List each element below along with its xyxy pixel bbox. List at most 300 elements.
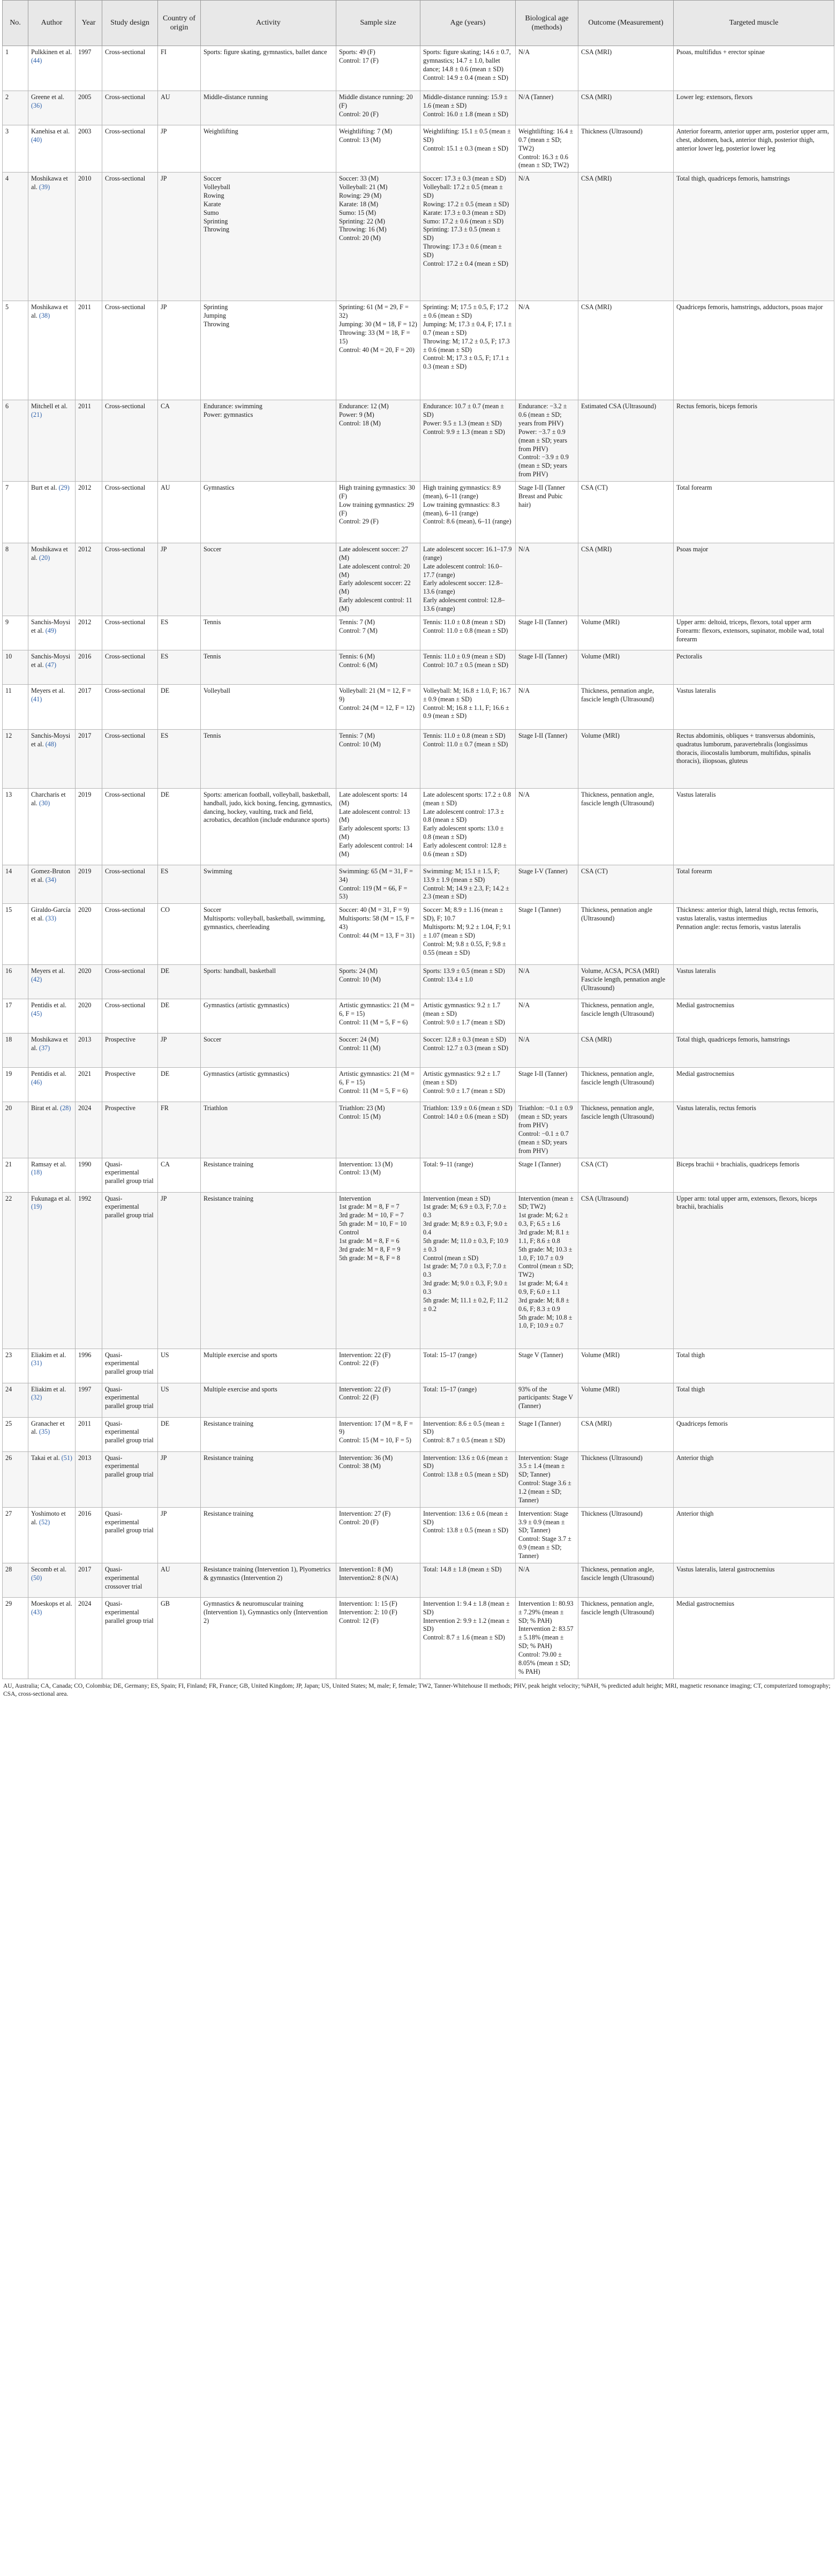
table-footnote: AU, Australia; CA, Canada; CO, Colombia; DE, Germany; ES, Spain; FI, Finland; FR, France; GB, United Kingdom; JP, Japan; US, United States; M, male; F, female; TW2, Tanner-Whitehouse II methods; PHV, peak height velocity; %PAH, % predicted adult height; MRI, magnetic resonance imaging; CT, computerized tomography; CSA, cross-sectional area. xyxy=(3,1682,831,1698)
header-activity: Activity xyxy=(201,1,336,46)
cell-activity: Sports: handball, basketball xyxy=(201,965,336,999)
cell-biological-age: N/A xyxy=(516,543,578,616)
cell-year: 1997 xyxy=(76,46,102,91)
cell-outcome: CSA (CT) xyxy=(578,482,674,543)
cell-sample-size: Tennis: 7 (M) Control: 7 (M) xyxy=(336,616,420,650)
cell-author xyxy=(28,904,76,965)
cell-outcome: Volume (MRI) xyxy=(578,616,674,650)
cell-study-design: Quasi-experimental parallel group trial xyxy=(102,1349,158,1383)
table-row xyxy=(3,1451,834,1507)
cell-outcome: Volume (MRI) xyxy=(578,729,674,788)
cell-study-design: Prospective xyxy=(102,1102,158,1158)
cell-age: Tennis: 11.0 ± 0.8 (mean ± SD) Control: 11.0 ± 0.8 (mean ± SD) xyxy=(420,616,516,650)
cell-author xyxy=(28,543,76,616)
reference-link[interactable]: (48) xyxy=(45,740,57,748)
cell-outcome: Thickness, pennation angle, fascicle length (Ultrasound) xyxy=(578,788,674,865)
cell-study-design: Quasi-experimental parallel group trial xyxy=(102,1417,158,1451)
cell-author xyxy=(28,729,76,788)
header-author: Author xyxy=(28,1,76,46)
cell-sample-size: Soccer: 40 (M = 31, F = 9) Multisports: 58 (M = 15, F = 43) Control: 44 (M = 13, F = 31) xyxy=(336,904,420,965)
cell-author xyxy=(28,616,76,650)
reference-link[interactable]: (47) xyxy=(45,661,57,669)
cell-age: Intervention: 13.6 ± 0.6 (mean ± SD) Control: 13.8 ± 0.5 (mean ± SD) xyxy=(420,1451,516,1507)
table-row xyxy=(3,1417,834,1451)
cell-sample-size: Intervention: 1: 15 (F) Intervention: 2: 10 (F) Control: 12 (F) xyxy=(336,1597,420,1679)
cell-author xyxy=(28,1158,76,1192)
reference-link[interactable]: (28) xyxy=(60,1104,71,1112)
author-name: Eliakim et al. xyxy=(31,1385,66,1393)
cell-activity: Tennis xyxy=(201,616,336,650)
table-row xyxy=(3,125,834,173)
cell-author xyxy=(28,1068,76,1102)
cell-year: 2017 xyxy=(76,684,102,729)
cell-study-design: Quasi-experimental parallel group trial xyxy=(102,1597,158,1679)
header-biological-age: Biological age (methods) xyxy=(516,1,578,46)
reference-link[interactable]: (30) xyxy=(39,799,50,807)
cell-author xyxy=(28,1451,76,1507)
cell-author xyxy=(28,684,76,729)
table-row xyxy=(3,788,834,865)
cell-year: 2019 xyxy=(76,865,102,903)
cell-biological-age: Stage I-II (Tanner) xyxy=(516,729,578,788)
cell-sample-size: Sprinting: 61 (M = 29, F = 32) Jumping: 30 (M = 18, F = 12) Throwing: 33 (M = 18, F = 15) Control: 40 (M = 20, F = 20) xyxy=(336,301,420,400)
cell-author xyxy=(28,865,76,903)
cell-outcome: Volume, ACSA, PCSA (MRI) Fascicle length, pennation angle (Ultrasound) xyxy=(578,965,674,999)
cell-year: 2011 xyxy=(76,1417,102,1451)
reference-link[interactable]: (29) xyxy=(58,484,70,492)
cell-biological-age: Stage I (Tanner) xyxy=(516,1417,578,1451)
cell-sample-size: Intervention: 22 (F) Control: 22 (F) xyxy=(336,1349,420,1383)
cell-age: Intervention: 13.6 ± 0.6 (mean ± SD) Control: 13.8 ± 0.5 (mean ± SD) xyxy=(420,1507,516,1563)
cell-biological-age: Intervention 1: 80.93 ± 7.29% (mean ± SD; % PAH) Intervention 2: 83.57 ± 5.18% (mean ± SD; % PAH) Control: 79.00 ± 8.05% (mean ± SD; % PAH) xyxy=(516,1597,578,1679)
cell-no: 27 xyxy=(3,1507,28,1563)
header-no: No. xyxy=(3,1,28,46)
cell-outcome: Volume (MRI) xyxy=(578,1383,674,1417)
cell-outcome: Thickness, pennation angle, fascicle length (Ultrasound) xyxy=(578,999,674,1034)
reference-link[interactable]: (38) xyxy=(39,312,50,320)
table-row xyxy=(3,1102,834,1158)
cell-no: 7 xyxy=(3,482,28,543)
cell-targeted-muscle: Total thigh, quadriceps femoris, hamstrings xyxy=(674,173,834,301)
reference-link[interactable]: (50) xyxy=(31,1574,42,1582)
cell-biological-age: Stage I (Tanner) xyxy=(516,1158,578,1192)
cell-no: 21 xyxy=(3,1158,28,1192)
cell-country: JP xyxy=(158,1034,201,1068)
author-name: Moshikawa et al. xyxy=(31,545,68,561)
cell-age: Tennis: 11.0 ± 0.8 (mean ± SD) Control: 11.0 ± 0.7 (mean ± SD) xyxy=(420,729,516,788)
reference-link[interactable]: (39) xyxy=(39,183,50,191)
cell-year: 2011 xyxy=(76,301,102,400)
cell-study-design: Cross-sectional xyxy=(102,616,158,650)
cell-year: 2020 xyxy=(76,904,102,965)
table-row xyxy=(3,904,834,965)
cell-country: JP xyxy=(158,543,201,616)
cell-age: Weightlifting: 15.1 ± 0.5 (mean ± SD) Control: 15.1 ± 0.3 (mean ± SD) xyxy=(420,125,516,173)
cell-author xyxy=(28,1417,76,1451)
cell-no: 3 xyxy=(3,125,28,173)
cell-country: DE xyxy=(158,1417,201,1451)
cell-study-design: Quasi-experimental parallel group trial xyxy=(102,1192,158,1349)
cell-biological-age: N/A xyxy=(516,173,578,301)
cell-country: ES xyxy=(158,865,201,903)
cell-no: 12 xyxy=(3,729,28,788)
cell-sample-size: Endurance: 12 (M) Power: 9 (M) Control: 18 (M) xyxy=(336,400,420,482)
table-row xyxy=(3,1383,834,1417)
cell-sample-size: Intervention 1st grade: M = 8, F = 7 3rd grade: M = 10, F = 7 5th grade: M = 10, F = 10 Control 1st grade: M = 8, F = 6 3rd grade: M = 8, F = 9 5th grade: M = 8, F = 8 xyxy=(336,1192,420,1349)
author-name: Sanchis-Moysi et al. xyxy=(31,618,71,634)
cell-age: High training gymnastics: 8.9 (mean), 6–11 (range) Low training gymnastics: 8.3 (mean), 6–11 (range) Control: 8.6 (mean), 6–11 (range) xyxy=(420,482,516,543)
reference-link[interactable]: (49) xyxy=(45,626,57,634)
author-name: Ramsay et al. xyxy=(31,1160,66,1168)
cell-study-design: Quasi-experimental crossover trial xyxy=(102,1563,158,1597)
cell-age: Soccer: 12.8 ± 0.3 (mean ± SD) Control: 12.7 ± 0.3 (mean ± SD) xyxy=(420,1034,516,1068)
cell-country: FR xyxy=(158,1102,201,1158)
cell-study-design: Cross-sectional xyxy=(102,125,158,173)
cell-author xyxy=(28,1349,76,1383)
cell-sample-size: Tennis: 6 (M) Control: 6 (M) xyxy=(336,650,420,684)
author-name: Giraldo-García et al. xyxy=(31,906,71,923)
cell-year: 2003 xyxy=(76,125,102,173)
cell-outcome: CSA (MRI) xyxy=(578,543,674,616)
author-name: Pentidis et al. xyxy=(31,1001,67,1009)
reference-link[interactable]: (45) xyxy=(31,1010,42,1018)
cell-author xyxy=(28,1034,76,1068)
cell-sample-size: Sports: 24 (M) Control: 10 (M) xyxy=(336,965,420,999)
cell-country: AU xyxy=(158,482,201,543)
cell-country: CA xyxy=(158,400,201,482)
cell-study-design: Cross-sectional xyxy=(102,788,158,865)
cell-targeted-muscle: Medial gastrocnemius xyxy=(674,999,834,1034)
cell-targeted-muscle: Total forearm xyxy=(674,865,834,903)
cell-no: 11 xyxy=(3,684,28,729)
reference-link[interactable]: (21) xyxy=(31,411,42,419)
cell-study-design: Quasi-experimental parallel group trial xyxy=(102,1507,158,1563)
cell-country: JP xyxy=(158,1507,201,1563)
cell-study-design: Cross-sectional xyxy=(102,482,158,543)
cell-activity: Swimming xyxy=(201,865,336,903)
cell-outcome: CSA (MRI) xyxy=(578,301,674,400)
cell-no: 9 xyxy=(3,616,28,650)
table-row xyxy=(3,301,834,400)
reference-link[interactable]: (46) xyxy=(31,1079,42,1087)
cell-author xyxy=(28,965,76,999)
cell-outcome: CSA (MRI) xyxy=(578,173,674,301)
cell-no: 2 xyxy=(3,91,28,125)
cell-country: DE xyxy=(158,788,201,865)
cell-age: Soccer: 17.3 ± 0.3 (mean ± SD) Volleyball: 17.2 ± 0.5 (mean ± SD) Rowing: 17.2 ± 0.5 (mean ± SD) Karate: 17.3 ± 0.3 (mean ± SD) Sumo: 17.2 ± 0.6 (mean ± SD) Sprinting: 17.3 ± 0.5 (mean ± SD) Throwing: 17.3 ± 0.6 (mean ± SD) Control: 17.2 ± 0.4 (mean ± SD) xyxy=(420,173,516,301)
cell-no: 28 xyxy=(3,1563,28,1597)
author-name: Pulkkinen et al. xyxy=(31,48,72,56)
table-row xyxy=(3,865,834,903)
header-row xyxy=(3,1,834,46)
cell-sample-size: Swimming: 65 (M = 31, F = 34) Control: 119 (M = 66, F = 53) xyxy=(336,865,420,903)
cell-biological-age: Stage I (Tanner) xyxy=(516,904,578,965)
cell-biological-age: Intervention: Stage 3.5 ± 1.4 (mean ± SD; Tanner) Control: Stage 3.6 ± 1.2 (mean ± SD; Tanner) xyxy=(516,1451,578,1507)
cell-activity: Soccer Volleyball Rowing Karate Sumo Sprinting Throwing xyxy=(201,173,336,301)
cell-year: 2011 xyxy=(76,400,102,482)
cell-targeted-muscle: Vastus lateralis, lateral gastrocnemius xyxy=(674,1563,834,1597)
cell-age: Triathlon: 13.9 ± 0.6 (mean ± SD) Control: 14.0 ± 0.6 (mean ± SD) xyxy=(420,1102,516,1158)
table-row xyxy=(3,1068,834,1102)
reference-link[interactable]: (31) xyxy=(31,1359,42,1367)
cell-sample-size: Weightlifting: 7 (M) Control: 13 (M) xyxy=(336,125,420,173)
cell-outcome: CSA (MRI) xyxy=(578,46,674,91)
author-name: Birat et al. xyxy=(31,1104,59,1112)
cell-country: AU xyxy=(158,91,201,125)
reference-link[interactable]: (19) xyxy=(31,1203,42,1211)
cell-sample-size: High training gymnastics: 30 (F) Low training gymnastics: 29 (F) Control: 29 (F) xyxy=(336,482,420,543)
cell-outcome: Thickness (Ultrasound) xyxy=(578,1451,674,1507)
cell-sample-size: Sports: 49 (F) Control: 17 (F) xyxy=(336,46,420,91)
cell-targeted-muscle: Vastus lateralis, rectus femoris xyxy=(674,1102,834,1158)
table-row xyxy=(3,1192,834,1349)
cell-no: 1 xyxy=(3,46,28,91)
cell-outcome: CSA (CT) xyxy=(578,865,674,903)
cell-sample-size: Intervention1: 8 (M) Intervention2: 8 (N/A) xyxy=(336,1563,420,1597)
cell-biological-age: N/A xyxy=(516,1034,578,1068)
cell-study-design: Cross-sectional xyxy=(102,650,158,684)
cell-year: 1997 xyxy=(76,1383,102,1417)
cell-country: GB xyxy=(158,1597,201,1679)
cell-sample-size: Late adolescent sports: 14 (M) Late adolescent control: 13 (M) Early adolescent sports: 13 (M) Early adolescent control: 14 (M) xyxy=(336,788,420,865)
author-name: Sanchis-Moysi et al. xyxy=(31,731,71,748)
table-row xyxy=(3,999,834,1034)
cell-biological-age: 93% of the participants: Stage V (Tanner) xyxy=(516,1383,578,1417)
cell-author xyxy=(28,173,76,301)
cell-biological-age: N/A xyxy=(516,46,578,91)
cell-activity: Gymnastics (artistic gymnastics) xyxy=(201,1068,336,1102)
cell-no: 18 xyxy=(3,1034,28,1068)
cell-age: Total: 9–11 (range) xyxy=(420,1158,516,1192)
reference-link[interactable]: (37) xyxy=(39,1044,50,1052)
table-row xyxy=(3,1158,834,1192)
cell-age: Late adolescent sports: 17.2 ± 0.8 (mean ± SD) Late adolescent control: 17.3 ± 0.8 (mean ± SD) Early adolescent sports: 13.0 ± 0.8 (mean ± SD) Early adolescent control: 12.8 ± 0.6 (mean ± SD) xyxy=(420,788,516,865)
cell-targeted-muscle: Vastus lateralis xyxy=(674,788,834,865)
cell-targeted-muscle: Rectus femoris, biceps femoris xyxy=(674,400,834,482)
author-name: Moshikawa et al. xyxy=(31,175,68,191)
cell-country: AU xyxy=(158,1563,201,1597)
cell-age: Late adolescent soccer: 16.1–17.9 (range) Late adolescent control: 16.0–17.7 (range) Early adolescent soccer: 12.8–13.6 (range) Early adolescent control: 12.8–13.6 (range) xyxy=(420,543,516,616)
table-row xyxy=(3,1563,834,1597)
author-name: Moshikawa et al. xyxy=(31,303,68,320)
cell-no: 20 xyxy=(3,1102,28,1158)
table-row xyxy=(3,46,834,91)
table-row xyxy=(3,1349,834,1383)
reference-link[interactable]: (42) xyxy=(31,976,42,984)
cell-country: JP xyxy=(158,301,201,400)
author-name: Yoshimoto et al. xyxy=(31,1509,66,1526)
cell-no: 22 xyxy=(3,1192,28,1349)
cell-year: 2017 xyxy=(76,1563,102,1597)
cell-country: JP xyxy=(158,173,201,301)
cell-targeted-muscle: Vastus lateralis xyxy=(674,684,834,729)
cell-study-design: Quasi-experimental parallel group trial xyxy=(102,1451,158,1507)
cell-author xyxy=(28,1192,76,1349)
cell-outcome: Thickness, pennation angle, fascicle length (Ultrasound) xyxy=(578,1068,674,1102)
reference-link[interactable]: (33) xyxy=(45,915,57,923)
cell-sample-size: Triathlon: 23 (M) Control: 15 (M) xyxy=(336,1102,420,1158)
cell-age: Soccer: M; 8.9 ± 1.16 (mean ± SD), F; 10.7 Multisports: M; 9.2 ± 1.04, F; 9.1 ± 1.07 (mean ± SD) Control: M; 9.8 ± 0.55, F; 9.8 ± 0.55 (mean ± SD) xyxy=(420,904,516,965)
table-header xyxy=(3,1,834,46)
cell-age: Tennis: 11.0 ± 0.9 (mean ± SD) Control: 10.7 ± 0.5 (mean ± SD) xyxy=(420,650,516,684)
cell-outcome: CSA (MRI) xyxy=(578,1034,674,1068)
cell-age: Sports: 13.9 ± 0.5 (mean ± SD) Control: 13.4 ± 1.0 xyxy=(420,965,516,999)
cell-no: 26 xyxy=(3,1451,28,1507)
table-row xyxy=(3,650,834,684)
cell-sample-size: Artistic gymnastics: 21 (M = 6, F = 15) Control: 11 (M = 5, F = 6) xyxy=(336,999,420,1034)
cell-targeted-muscle: Medial gastrocnemius xyxy=(674,1068,834,1102)
cell-activity: Weightlifting xyxy=(201,125,336,173)
cell-author xyxy=(28,788,76,865)
cell-author xyxy=(28,125,76,173)
cell-year: 1992 xyxy=(76,1192,102,1349)
table-row xyxy=(3,1597,834,1679)
cell-country: ES xyxy=(158,616,201,650)
header-year: Year xyxy=(76,1,102,46)
reference-link[interactable]: (32) xyxy=(31,1394,42,1402)
cell-activity: Soccer Multisports: volleyball, basketball, swimming, gymnastics, cheerleading xyxy=(201,904,336,965)
cell-activity: Tennis xyxy=(201,650,336,684)
cell-age: Intervention 1: 9.4 ± 1.8 (mean ± SD) Intervention 2: 9.9 ± 1.2 (mean ± SD) Control: 8.7 ± 1.6 (mean ± SD) xyxy=(420,1597,516,1679)
cell-activity: Volleyball xyxy=(201,684,336,729)
reference-link[interactable]: (40) xyxy=(31,136,42,144)
cell-country: CO xyxy=(158,904,201,965)
cell-outcome: Volume (MRI) xyxy=(578,650,674,684)
reference-link[interactable]: (44) xyxy=(31,56,42,64)
cell-biological-age: Intervention (mean ± SD; TW2) 1st grade: M; 6.2 ± 0.3, F; 6.5 ± 1.6 3rd grade: M; 8.1 ± 1.1, F; 8.6 ± 0.8 5th grade: M; 10.3 ± 1.0, F; 10.7 ± 0.9 Control (mean ± SD; TW2) 1st grade: M; 6.4 ± 0.9, F; 6.0 ± 1.1 3rd grade: M; 8.8 ± 0.6, F; 8.3 ± 0.9 5th grade: M; 10.8 ± 1.0, F; 10.9 ± 0.7 xyxy=(516,1192,578,1349)
cell-age: Sports: figure skating; 14.6 ± 0.7, gymnastics; 14.7 ± 1.0, ballet dance; 14.8 ± 0.6 (mean ± SD) Control: 14.9 ± 0.4 (mean ± SD) xyxy=(420,46,516,91)
reference-link[interactable]: (35) xyxy=(39,1428,50,1436)
cell-sample-size: Intervention: 27 (F) Control: 20 (F) xyxy=(336,1507,420,1563)
reference-link[interactable]: (20) xyxy=(39,553,50,561)
cell-targeted-muscle: Upper arm: total upper arm, extensors, flexors, biceps brachii, brachialis xyxy=(674,1192,834,1349)
cell-outcome: Thickness (Ultrasound) xyxy=(578,125,674,173)
header-targeted-muscle: Targeted muscle xyxy=(674,1,834,46)
cell-no: 16 xyxy=(3,965,28,999)
cell-year: 2005 xyxy=(76,91,102,125)
cell-age: Artistic gymnastics: 9.2 ± 1.7 (mean ± SD) Control: 9.0 ± 1.7 (mean ± SD) xyxy=(420,1068,516,1102)
cell-country: JP xyxy=(158,1451,201,1507)
cell-targeted-muscle: Thickness: anterior thigh, lateral thigh, rectus femoris, vastus lateralis, vastus intermedius Pennation angle: rectus femoris, vastus lateralis xyxy=(674,904,834,965)
cell-targeted-muscle: Total forearm xyxy=(674,482,834,543)
table-row xyxy=(3,616,834,650)
cell-activity: Gymnastics xyxy=(201,482,336,543)
cell-targeted-muscle: Total thigh xyxy=(674,1383,834,1417)
cell-country: ES xyxy=(158,729,201,788)
cell-activity: Resistance training xyxy=(201,1507,336,1563)
cell-year: 2020 xyxy=(76,965,102,999)
cell-year: 2010 xyxy=(76,173,102,301)
author-name: Eliakim et al. xyxy=(31,1351,66,1359)
cell-sample-size: Soccer: 33 (M) Volleyball: 21 (M) Rowing: 29 (M) Karate: 18 (M) Sumo: 15 (M) Sprinting: 22 (M) Throwing: 16 (M) Control: 20 (M) xyxy=(336,173,420,301)
cell-year: 2012 xyxy=(76,482,102,543)
cell-activity: Gymnastics (artistic gymnastics) xyxy=(201,999,336,1034)
cell-targeted-muscle: Total thigh xyxy=(674,1349,834,1383)
table-row xyxy=(3,729,834,788)
table-row xyxy=(3,684,834,729)
cell-author xyxy=(28,650,76,684)
cell-year: 1990 xyxy=(76,1158,102,1192)
cell-country: US xyxy=(158,1383,201,1417)
cell-no: 4 xyxy=(3,173,28,301)
header-age: Age (years) xyxy=(420,1,516,46)
cell-year: 2016 xyxy=(76,1507,102,1563)
cell-age: Total: 15–17 (range) xyxy=(420,1349,516,1383)
cell-year: 2019 xyxy=(76,788,102,865)
cell-year: 2020 xyxy=(76,999,102,1034)
cell-no: 5 xyxy=(3,301,28,400)
reference-link[interactable]: (36) xyxy=(31,101,42,109)
cell-author xyxy=(28,482,76,543)
author-name: Pentidis et al. xyxy=(31,1070,67,1078)
author-name: Mitchell et al. xyxy=(31,402,68,410)
cell-targeted-muscle: Psoas, multifidus + erector spinae xyxy=(674,46,834,91)
cell-study-design: Cross-sectional xyxy=(102,173,158,301)
cell-sample-size: Intervention: 17 (M = 8, F = 9) Control: 15 (M = 10, F = 5) xyxy=(336,1417,420,1451)
cell-biological-age: N/A xyxy=(516,1563,578,1597)
cell-no: 13 xyxy=(3,788,28,865)
cell-study-design: Cross-sectional xyxy=(102,91,158,125)
cell-outcome: Thickness, pennation angle (Ultrasound) xyxy=(578,904,674,965)
table-row xyxy=(3,543,834,616)
cell-age: Volleyball: M; 16.8 ± 1.0, F; 16.7 ± 0.9 (mean ± SD) Control: M; 16.8 ± 1.1, F; 16.6 ± 0.9 (mean ± SD) xyxy=(420,684,516,729)
cell-author xyxy=(28,46,76,91)
cell-age: Total: 14.8 ± 1.8 (mean ± SD) xyxy=(420,1563,516,1597)
cell-sample-size: Tennis: 7 (M) Control: 10 (M) xyxy=(336,729,420,788)
author-name: Charcharis et al. xyxy=(31,790,66,807)
cell-country: DE xyxy=(158,999,201,1034)
cell-biological-age: Stage I-II (Tanner) xyxy=(516,616,578,650)
cell-sample-size: Artistic gymnastics: 21 (M = 6, F = 15) Control: 11 (M = 5, F = 6) xyxy=(336,1068,420,1102)
author-name: Burt et al. xyxy=(31,484,57,492)
reference-link[interactable]: (18) xyxy=(31,1169,42,1177)
cell-author xyxy=(28,1102,76,1158)
cell-study-design: Quasi-experimental parallel group trial xyxy=(102,1383,158,1417)
cell-outcome: Thickness, pennation angle, fascicle length (Ultrasound) xyxy=(578,1563,674,1597)
cell-country: ES xyxy=(158,650,201,684)
cell-author xyxy=(28,301,76,400)
cell-targeted-muscle: Quadriceps femoris, hamstrings, adductors, psoas major xyxy=(674,301,834,400)
author-name: Greene et al. xyxy=(31,93,64,101)
cell-targeted-muscle: Vastus lateralis xyxy=(674,965,834,999)
cell-outcome: Thickness, pennation angle, fascicle length (Ultrasound) xyxy=(578,684,674,729)
cell-age: Swimming: M; 15.1 ± 1.5, F; 13.9 ± 1.9 (mean ± SD) Control: M; 14.9 ± 2.3, F; 14.2 ± 2.3 (mean ± SD) xyxy=(420,865,516,903)
reference-link[interactable]: (41) xyxy=(31,695,42,703)
header-outcome: Outcome (Measurement) xyxy=(578,1,674,46)
reference-link[interactable]: (51) xyxy=(61,1454,72,1462)
author-name: Takai et al. xyxy=(31,1454,60,1462)
reference-link[interactable]: (43) xyxy=(31,1608,42,1616)
author-name: Moshikawa et al. xyxy=(31,1036,68,1052)
reference-link[interactable]: (52) xyxy=(39,1518,50,1526)
header-study-design: Study design xyxy=(102,1,158,46)
cell-outcome: Thickness, pennation angle, fascicle length (Ultrasound) xyxy=(578,1597,674,1679)
cell-sample-size: Soccer: 24 (M) Control: 11 (M) xyxy=(336,1034,420,1068)
cell-country: DE xyxy=(158,965,201,999)
cell-study-design: Cross-sectional xyxy=(102,965,158,999)
cell-activity: Multiple exercise and sports xyxy=(201,1349,336,1383)
header-sample-size: Sample size xyxy=(336,1,420,46)
cell-study-design: Cross-sectional xyxy=(102,301,158,400)
reference-link[interactable]: (34) xyxy=(45,875,57,883)
header-country: Country of origin xyxy=(158,1,201,46)
table-row xyxy=(3,482,834,543)
cell-biological-age: Stage I-II (Tanner) xyxy=(516,1068,578,1102)
author-name: Kanehisa et al. xyxy=(31,128,70,135)
cell-biological-age: N/A xyxy=(516,965,578,999)
cell-country: JP xyxy=(158,1192,201,1349)
table-row xyxy=(3,173,834,301)
